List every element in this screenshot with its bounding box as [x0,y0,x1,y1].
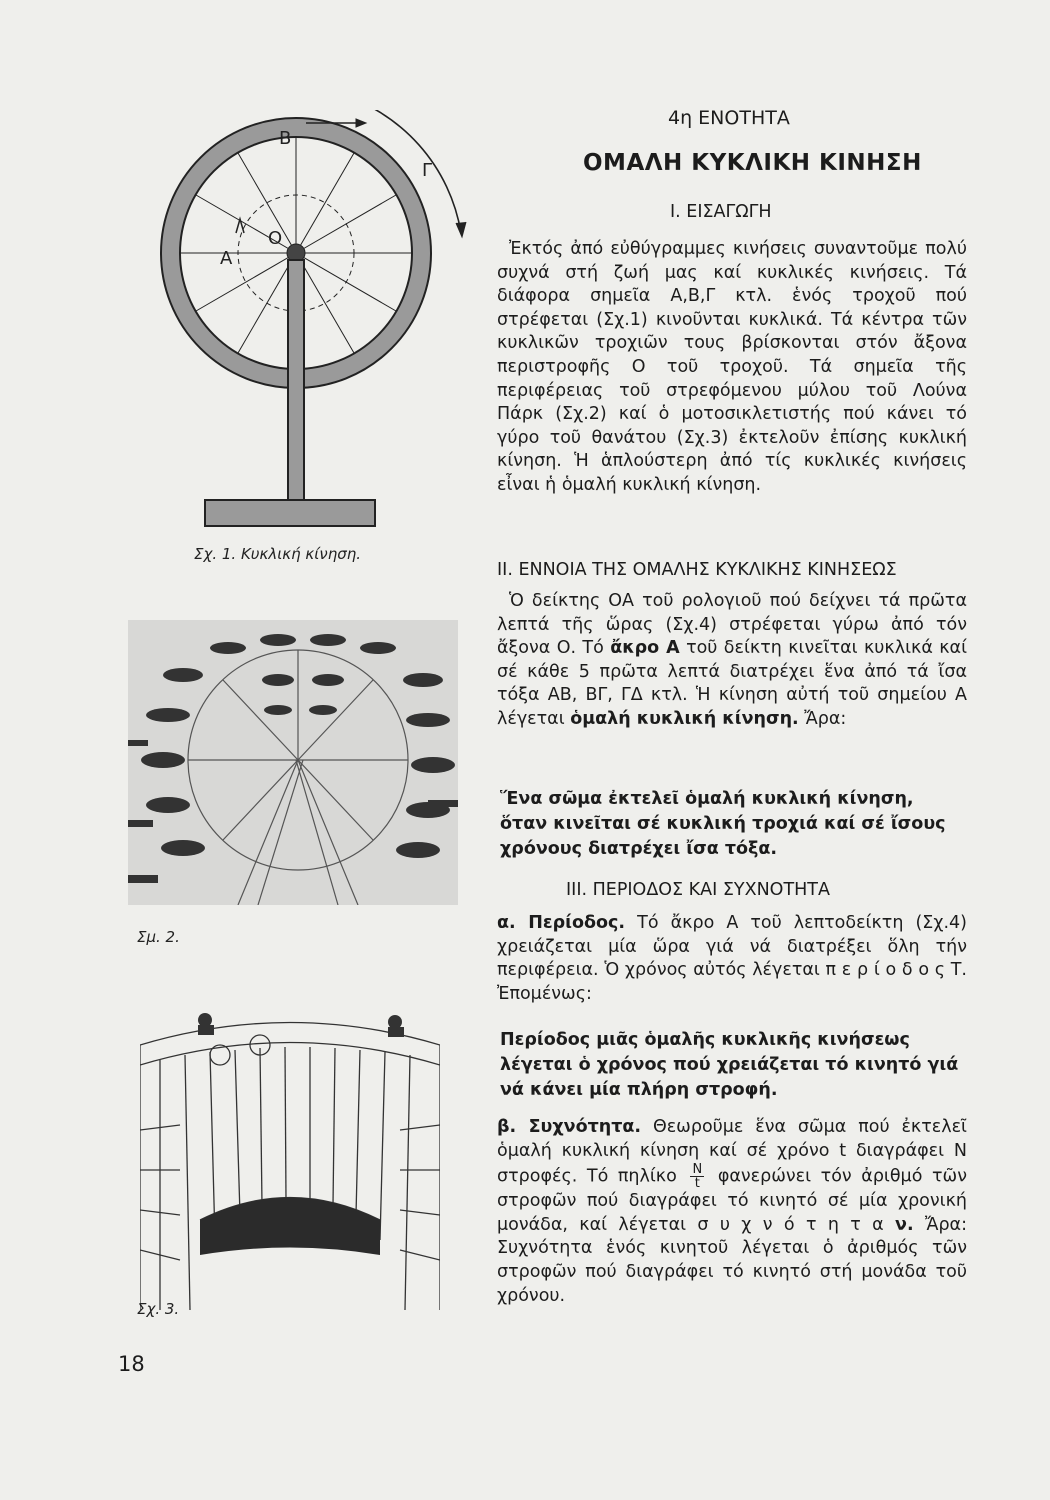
fraction-denominator: t [694,1176,700,1192]
frequency-label: β. Συχνότητα. [497,1117,642,1137]
freq-text-1: Θεωροῦμε ἕνα σῶμα πού ἐκτελεῖ ὁμαλή κυκλική κίνηση καί σέ χρόνο t διαγράφει N στροφές. Τό πηλίκο [497,1117,967,1187]
concept-bold-1: ἄκρο Α [610,638,680,659]
wall-of-death-drawing [140,1010,440,1310]
label-g: Γ [422,160,433,181]
figure-3-caption: Σχ. 3. [137,1300,180,1318]
page-number: 18 [118,1352,145,1376]
freq-text-3: Ἄρα: Συχνότητα ἑνός κινητοῦ λέγεται ὁ ἀριθμός τῶν στροφῶν πού διαγράφει τό κινητό στή μονάδα τοῦ χρόνου. [497,1214,967,1306]
figure-1-caption: Σχ. 1. Κυκλική κίνηση. [194,545,361,563]
n-over-t-fraction [690,1163,704,1190]
ferris-wheel-photo [128,620,458,905]
label-b: Β [279,128,292,149]
chapter-title: ΟΜΑΛΗ ΚΥΚΛΙΚΗ ΚΙΝΗΣΗ [583,150,922,176]
label-o: Ο [268,228,283,249]
concept-text-2: τοῦ δείκτη κινεῖται κυκλικά καί σέ κάθε 5 πρῶτα λεπτά διατρέχει ἕνα ἀπό τά ἴσα τόξα ΑΒ, ΒΓ, ΓΔ κτλ. Ἡ κίνηση αὐτή τοῦ σημείου Α λέγεται [497,638,968,729]
concept-text-1: Ὁ δείκτης ΟΑ τοῦ ρολογιοῦ πού δείχνει τά πρῶτα λεπτά τῆς ὥρας (Σχ.4) στρέφεται γύρω ἀπό τόν ἄξονα Ο. Τό [497,591,967,659]
section-period-title: ΙΙΙ. ΠΕΡΙΟΔΟΣ ΚΑΙ ΣΥΧΝΟΤΗΤΑ [566,880,830,900]
label-a: Α [220,248,233,269]
freq-text-2: φανερώνει τόν ἀριθμό τῶν στροφῶν πού διαγράφει τό κινητό σέ μία χρονική μονάδα, καί λέγεται σ υ χ ν ό τ η τ α [497,1166,967,1235]
section-concept-title: ΙΙ. ΕΝΝΟΙΑ ΤΗΣ ΟΜΑΛΗΣ ΚΥΚΛΙΚΗΣ ΚΙΝΗΣΕΩΣ [497,560,897,580]
unit-heading: 4η ΕΝΟΤΗΤΑ [668,107,790,129]
definition-uniform-motion [500,787,960,862]
concept-paragraph [497,590,967,732]
period-paragraph [497,912,967,1006]
section-intro-title: Ι. ΕΙΣΑΓΩΓΗ [670,202,772,222]
concept-text-3: Ἄρα: [804,708,847,729]
fraction-numerator: N [692,1162,703,1178]
intro-text: Ἐκτός ἀπό εὐθύγραμμες κινήσεις συναντοῦμε πολύ συχνά στή ζωή μας καί κυκλικές κινήσεις. Τά διάφορα σημεῖα Α,Β,Γ κτλ. ἑνός τροχοῦ πού στρέφεται (Σχ.1) κινοῦνται κυκλικά. Τά κέντρα τῶν κυκλικῶν τροχιῶν τους βρίσκονται στόν ἄξονα περιστροφῆς Ο τοῦ τροχοῦ. Τά σημεῖα τῆς περιφέρειας τοῦ στρεφόμενου μύλου τοῦ Λούνα Πάρκ (Σχ.2) καί ὁ μοτοσικλετιστής πού κάνει τό γύρο τοῦ θανάτου (Σχ.3) ἐκτελοῦν ἐπίσης κυκλική κίνηση. Ἡ ἁπλούστερη ἀπό τίς κυκλικές κινήσεις εἶναι ἡ ὁμαλή κυκλική κίνηση. [497,239,967,495]
concept-bold-2: ὁμαλή κυκλική κίνηση. [570,708,799,729]
figure-2-caption: Σμ. 2. [137,928,180,946]
freq-symbol: ν. [895,1214,914,1235]
intro-paragraph [497,238,967,498]
definition-period [500,1028,960,1103]
definition-2: Περίοδος μιᾶς ὁμαλῆς κυκλικῆς κινήσεως λέγεται ὁ χρόνος πού χρειάζεται τό κινητό γιά νά κάνει μία πλήρη στροφή. [500,1030,959,1100]
definition-1: Ἕνα σῶμα ἐκτελεῖ ὁμαλή κυκλική κίνηση, ὅταν κινεῖται σέ κυκλική τροχιά καί σέ ἴσους χρόνους διατρέχει ἴσα τόξα. [500,789,946,859]
period-label: α. Περίοδος. [497,913,626,933]
period-text: Τό ἄκρο Α τοῦ λεπτοδείκτη (Σχ.4) χρειάζεται μία ὥρα γιά νά διατρέξει ὅλη τήν περιφέρεια. Ὁ χρόνος αὐτός λέγεται π ε ρ ί ο δ ο ς Τ. Ἐπομένως: [497,913,967,1004]
frequency-paragraph [497,1116,967,1308]
